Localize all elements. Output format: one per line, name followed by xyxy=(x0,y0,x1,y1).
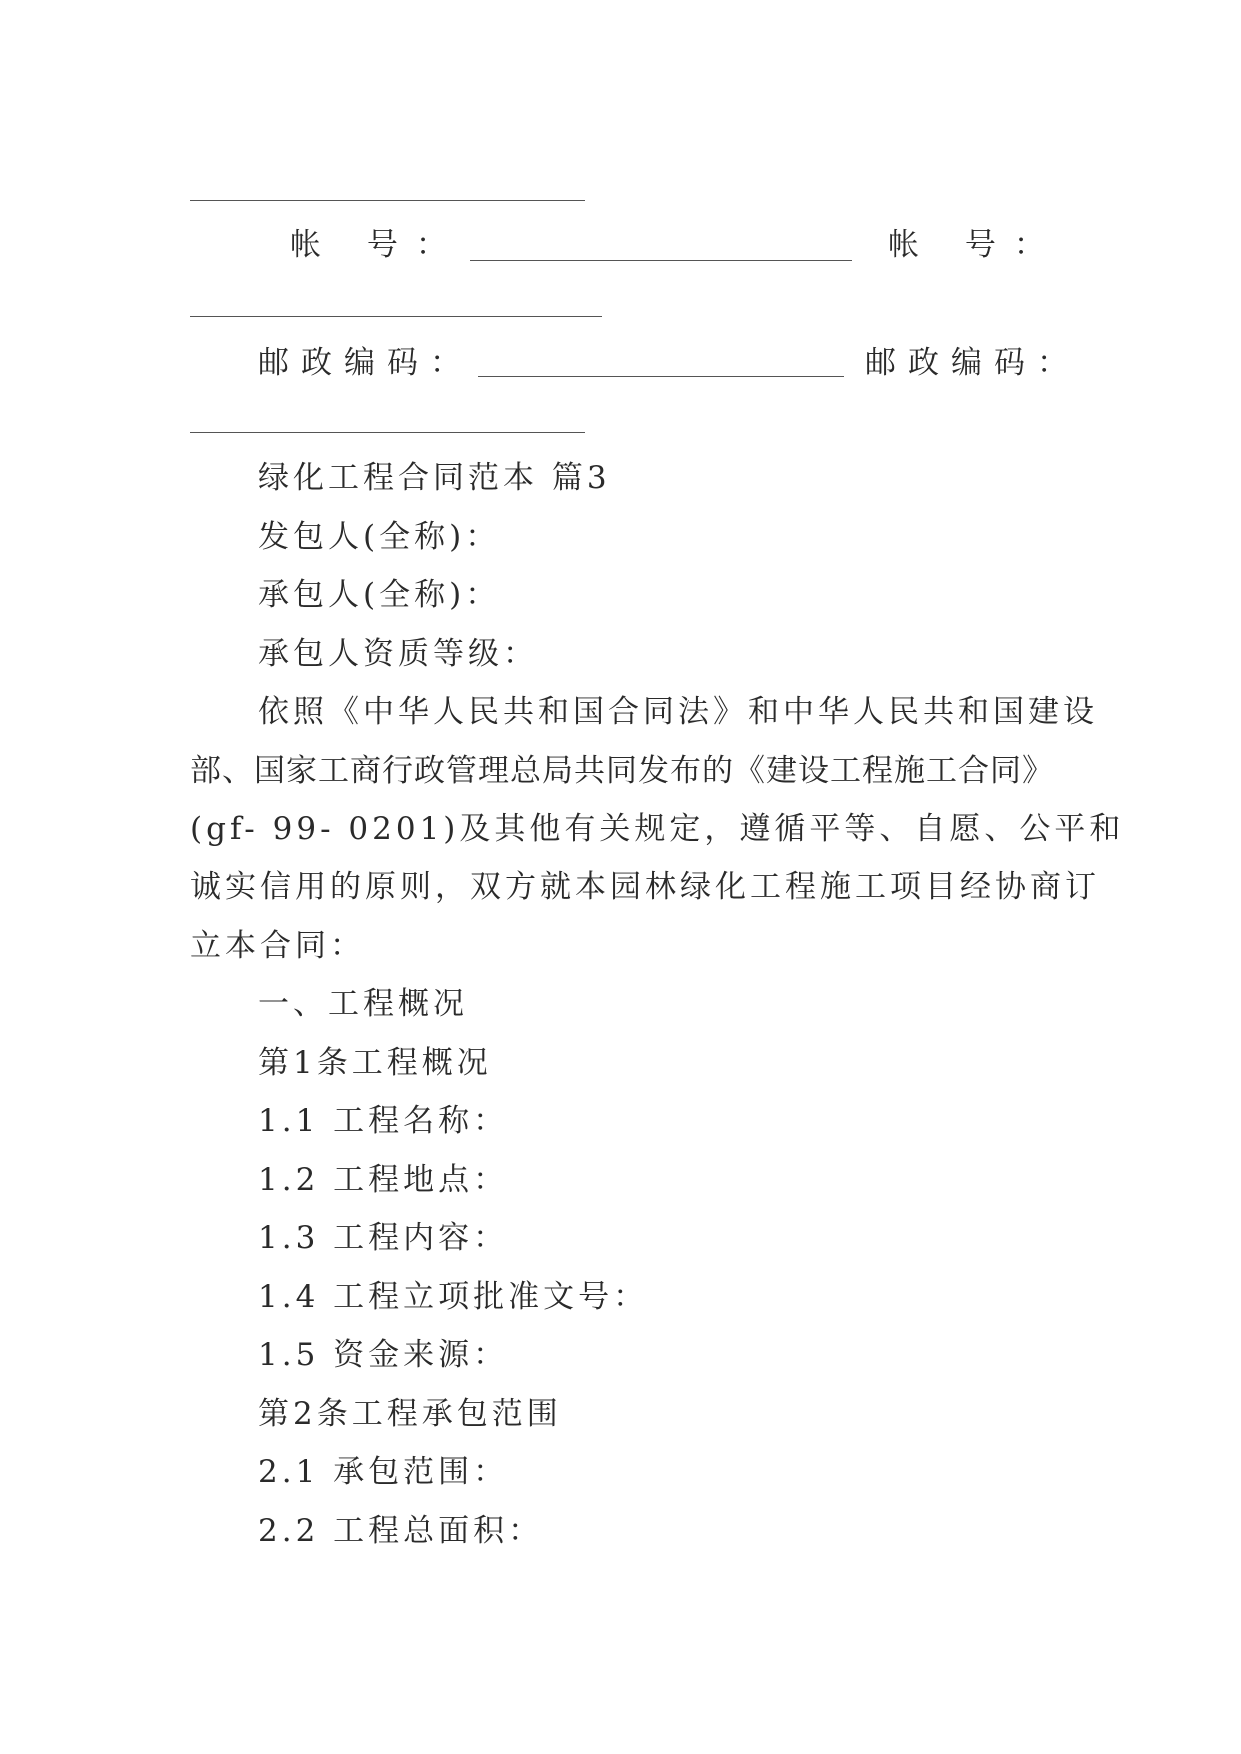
postcode-left-blank[interactable] xyxy=(478,376,844,377)
intro-line-1: 依照《中华人民共和国合同法》和中华人民共和国建设 xyxy=(258,694,1098,730)
account-right-label: 帐 号： xyxy=(888,227,1063,263)
account-right-blank[interactable] xyxy=(190,316,602,317)
intro-line-5: 立本合同： xyxy=(190,928,365,964)
employer-line: 发包人(全称)： xyxy=(258,519,501,555)
intro-line-2: 部、国家工商行政管理总局共同发布的《建设工程施工合同》 xyxy=(190,753,1054,789)
blank-line xyxy=(190,200,585,201)
item-1-2: 1.2 工程地点： xyxy=(258,1162,509,1198)
qualification-line: 承包人资质等级： xyxy=(258,636,538,672)
item-2-1: 2.1 承包范围： xyxy=(258,1454,509,1490)
intro-line-3: (gf- 99- 0201)及其他有关规定，遵循平等、自愿、公平和 xyxy=(190,811,1125,847)
postcode-left-label: 邮政编码： xyxy=(258,345,473,381)
postcode-right-blank[interactable] xyxy=(190,432,585,433)
account-left-blank[interactable] xyxy=(470,260,852,261)
account-left-label: 帐 号： xyxy=(290,227,465,263)
postcode-right-label: 邮政编码： xyxy=(865,345,1080,381)
item-1-5: 1.5 资金来源： xyxy=(258,1337,509,1373)
item-2-2: 2.2 工程总面积： xyxy=(258,1513,544,1549)
section-1-title: 一、工程概况 xyxy=(258,986,468,1022)
section-heading: 绿化工程合同范本 篇3 xyxy=(258,460,611,496)
intro-line-4: 诚实信用的原则，双方就本园林绿化工程施工项目经协商订 xyxy=(190,869,1100,905)
item-1-1: 1.1 工程名称： xyxy=(258,1103,509,1139)
article-2-title: 第2条工程承包范围 xyxy=(258,1396,562,1432)
contractor-line: 承包人(全称)： xyxy=(258,577,501,613)
article-1-title: 第1条工程概况 xyxy=(258,1045,492,1081)
item-1-3: 1.3 工程内容： xyxy=(258,1220,509,1256)
item-1-4: 1.4 工程立项批准文号： xyxy=(258,1279,649,1315)
